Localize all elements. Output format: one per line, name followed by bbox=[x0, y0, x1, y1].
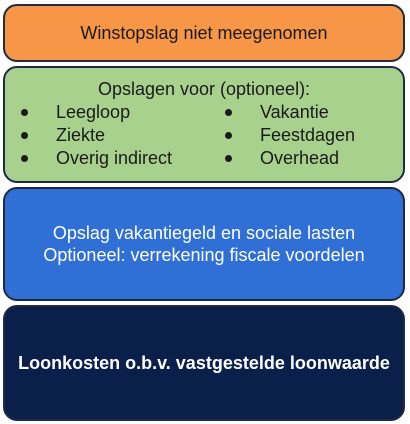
opslagen-heading: Opslagen voor (optioneel): bbox=[97, 79, 311, 99]
bullet-icon bbox=[21, 155, 28, 162]
list-item bbox=[21, 101, 221, 124]
bullet-icon bbox=[21, 132, 28, 139]
loonkosten-text: Loonkosten o.b.v. vastgestelde loonwaarde bbox=[18, 352, 390, 373]
opslagen-bullets bbox=[5, 101, 403, 170]
list-item-label: Overig indirect bbox=[56, 148, 173, 168]
vakantiegeld-line-1: Opslag vakantiegeld en sociale lasten bbox=[52, 223, 356, 243]
list-item bbox=[225, 124, 355, 147]
layer-vakantiegeld bbox=[3, 187, 405, 301]
bullet-icon bbox=[225, 109, 232, 116]
opslagen-right-list bbox=[225, 101, 355, 170]
layer-winstopslag bbox=[3, 4, 405, 62]
layer-loonkosten bbox=[3, 305, 405, 421]
list-item bbox=[225, 147, 355, 170]
opslagen-left-list bbox=[21, 101, 221, 170]
layer-opslagen bbox=[3, 66, 405, 183]
layer-winstopslag-text: Winstopslag niet meegenomen bbox=[80, 22, 328, 43]
list-item-label: Vakantie bbox=[260, 102, 329, 122]
bullet-icon bbox=[225, 155, 232, 162]
bullet-icon bbox=[21, 109, 28, 116]
list-item-label: Leegloop bbox=[56, 102, 131, 122]
vakantiegeld-line-2: Optioneel: verrekening fiscale voordelen bbox=[43, 245, 365, 265]
list-item-label: Overhead bbox=[260, 148, 340, 168]
list-item bbox=[21, 124, 221, 147]
list-item bbox=[225, 101, 355, 124]
list-item bbox=[21, 147, 221, 170]
list-item-label: Feestdagen bbox=[260, 125, 356, 145]
bullet-icon bbox=[225, 132, 232, 139]
list-item-label: Ziekte bbox=[56, 125, 106, 145]
